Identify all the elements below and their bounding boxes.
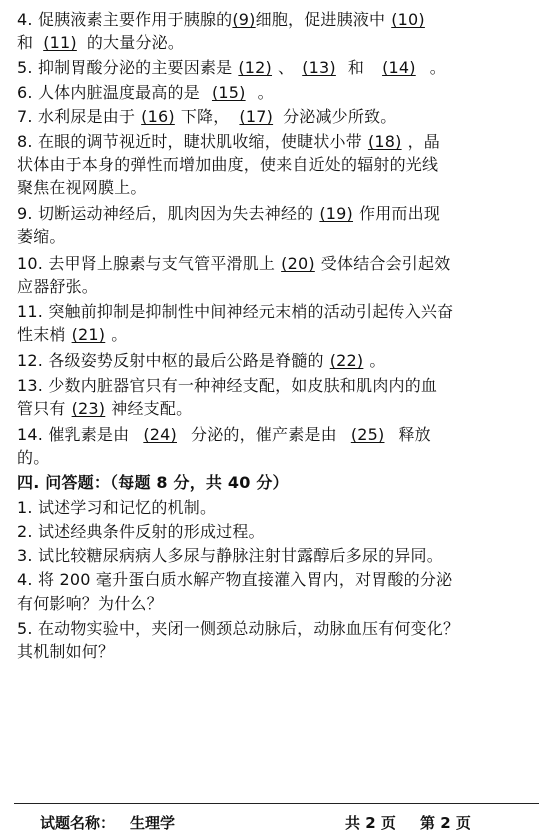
question-13-line-2 (17, 399, 541, 419)
question-11-line-2 (17, 325, 541, 345)
question-text: 13. 少数内脏器官只有一种神经支配，如皮肤和肌肉内的血 (17, 376, 438, 395)
question-text: 4. 促胰液素主要作用于胰腺的 (17, 10, 233, 29)
blank-25: (25) (350, 425, 385, 444)
question-9-line-2 (17, 227, 541, 247)
question-text: 下降， (180, 107, 230, 126)
blank-14: (14) (382, 58, 416, 77)
blank-15: (15) (211, 83, 246, 102)
question-5 (17, 58, 541, 78)
blank-17: (17) (239, 107, 274, 126)
question-text: 和 (17, 33, 34, 52)
blank-12: (12) (238, 58, 273, 77)
question-9-line-1 (17, 204, 541, 224)
blank-9: (9) (232, 10, 256, 29)
question-text: 状体由于本身的弹性而增加曲度，使来自近处的辐射的光线 (17, 155, 439, 174)
question-14-line-1 (17, 425, 541, 445)
question-text: 和 (347, 58, 365, 77)
question-text: 应器舒张。 (17, 277, 99, 296)
question-text: 9. 切断运动神经后，肌肉因为失去神经的 (17, 204, 314, 223)
subject-label: 试题名称： (40, 814, 116, 832)
blank-19: (19) (319, 204, 354, 223)
question-10-line-2 (17, 277, 541, 297)
page-number: 第 2 页 (420, 814, 471, 832)
blank-18: (18) (367, 132, 402, 151)
question-10-line-1 (17, 254, 541, 274)
blank-23: (23) (71, 399, 106, 418)
blank-13: (13) (302, 58, 336, 77)
blank-20: (20) (281, 254, 315, 273)
question-text: ，晶 (407, 132, 441, 151)
question-11-line-1 (17, 302, 541, 322)
question-text: 14. 催乳素是由 (17, 425, 130, 444)
question-text: 作用而出现 (359, 204, 441, 223)
question-text: 分泌的，催产素是由 (191, 425, 337, 444)
question-text: 管只有 (17, 399, 66, 418)
question-text: 5. 抑制胃酸分泌的主要因素是 (17, 58, 233, 77)
question-text: 性末梢 (17, 325, 66, 344)
question-8-line-1 (17, 132, 541, 152)
question-7 (17, 107, 541, 127)
question-text: 神经支配。 (111, 399, 193, 418)
question-text: 11. 突触前抑制是抑制性中间神经元末梢的活动引起传入兴奋 (17, 302, 454, 321)
question-text: 。 (429, 58, 446, 77)
question-8-line-2 (17, 155, 541, 175)
blank-10: (10) (391, 10, 425, 29)
question-text: 。 (369, 351, 386, 370)
question-text: 受体结合会引起效 (320, 254, 451, 273)
question-text: 萎缩。 (17, 227, 66, 246)
question-4-line-1 (17, 10, 541, 30)
essay-question-4-line-1: 4. 将 200 毫升蛋白质水解产物直接灌入胃内，对胃酸的分泌 (17, 570, 453, 589)
question-text: 、 (278, 58, 295, 77)
essay-question-2: 2. 试述经典条件反射的形成过程。 (17, 522, 265, 541)
question-8-line-3 (17, 178, 541, 198)
question-text: 12. 各级姿势反射中枢的最后公路是脊髓的 (17, 351, 324, 370)
question-text: 。 (257, 83, 274, 102)
blank-22: (22) (329, 351, 364, 370)
question-text: 8. 在眼的调节视近时，睫状肌收缩，使睫状小带 (17, 132, 362, 151)
question-text: 细胞，促进胰液中 (255, 10, 386, 29)
question-text: 7. 水利尿是由于 (17, 107, 136, 126)
essay-question-5-line-1: 5. 在动物实验中，夹闭一侧颈总动脉后，动脉血压有何变化？ (17, 619, 460, 638)
question-12 (17, 351, 541, 371)
essay-question-3: 3. 试比较糖尿病病人多尿与静脉注射甘露醇后多尿的异同。 (17, 546, 443, 565)
question-13-line-1 (17, 376, 541, 396)
question-text: 的。 (17, 448, 50, 467)
question-text: 10. 去甲肾上腺素与支气管平滑肌上 (17, 254, 276, 273)
question-text: 聚焦在视网膜上。 (17, 178, 147, 197)
question-text: 。 (111, 325, 128, 344)
blank-21: (21) (71, 325, 106, 344)
question-text: 释放 (398, 425, 431, 444)
blank-11: (11) (43, 33, 77, 52)
question-6 (17, 83, 541, 103)
essay-question-1: 1. 试述学习和记忆的机制。 (17, 498, 217, 517)
blank-16: (16) (141, 107, 175, 126)
section-4-title: 四. 问答题：（每题 8 分，共 40 分） (17, 473, 289, 492)
question-text: 6. 人体内脏温度最高的是 (17, 83, 200, 102)
question-4-line-2 (17, 33, 541, 53)
question-text: 的大量分泌。 (86, 33, 185, 52)
essay-question-4-line-2: 有何影响？为什么？ (17, 594, 163, 613)
footer-divider (14, 803, 539, 804)
question-text: 分泌减少所致。 (283, 107, 397, 126)
blank-24: (24) (143, 425, 177, 444)
essay-question-5-line-2: 其机制如何？ (17, 642, 115, 661)
question-14-line-2 (17, 448, 541, 468)
subject-name: 生理学 (130, 814, 176, 832)
page-total: 共 2 页 (345, 814, 396, 832)
